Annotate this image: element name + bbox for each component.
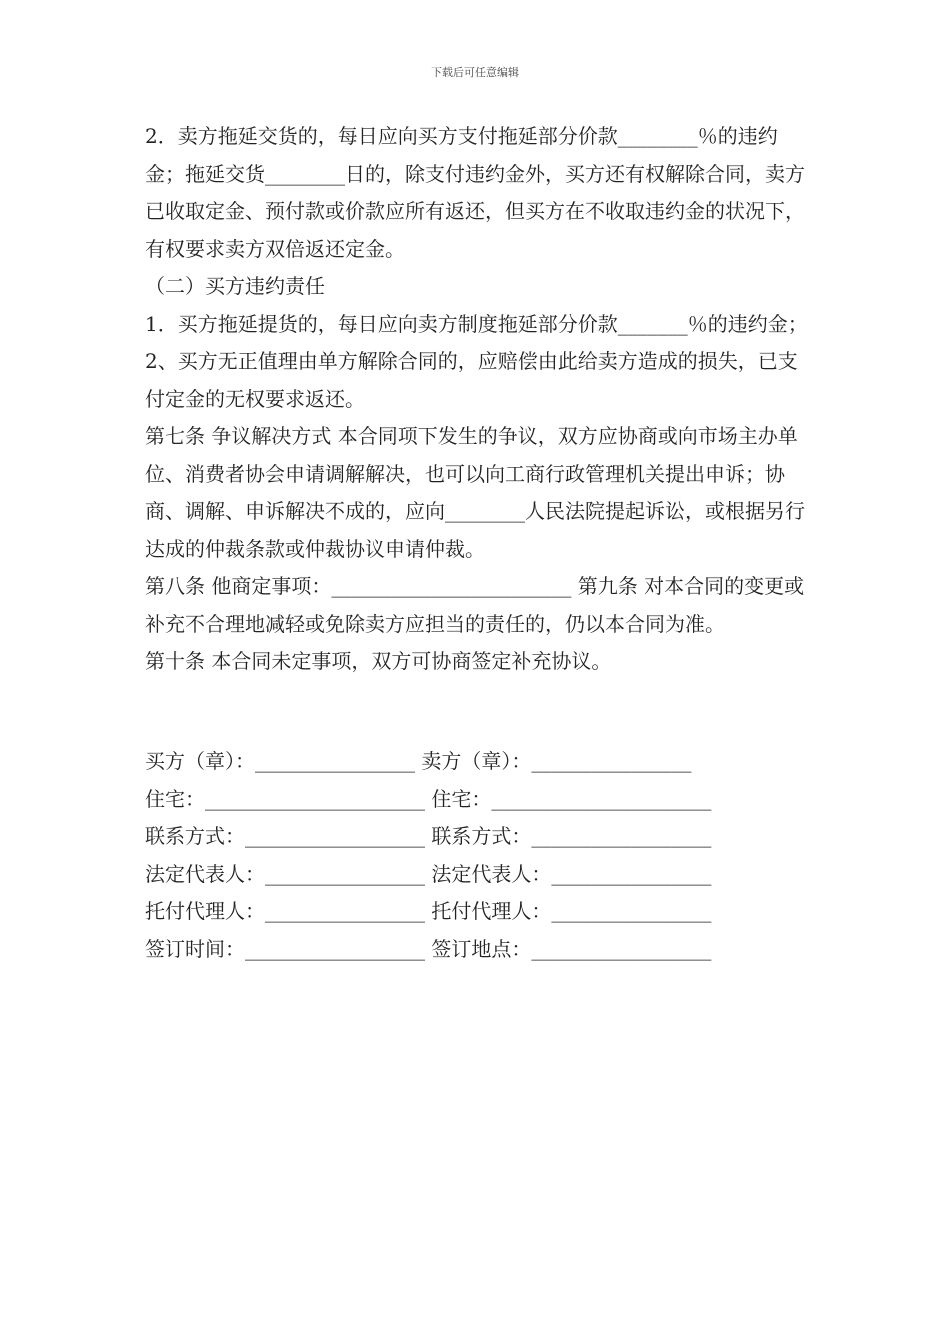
article-7-dispute: 第七条 争议解决方式 本合同项下发生的争议，双方应协商或向市场主办单位、消费者协会申请调解解决，也可以向工商行政管理机关提出申诉；协商、调解、申诉解决不成的，应向________人民法院提起诉讼，或根据另行达成的仲裁条款或仲裁协议申请仲裁。 — [145, 424, 805, 561]
clause-buyer-delay: 1．买方拖延提货的，每日应向卖方制度拖延部分价款_______％的违约金； — [145, 311, 808, 336]
signature-block — [145, 743, 815, 968]
article-8-9: 第八条 他商定事项：________________________ 第九条 对本合同的变更或补充不合理地减轻或免除卖方应担当的责任的，仍以本合同为准。 — [145, 574, 805, 636]
clause-seller-delay: 2．卖方拖延交货的，每日应向买方支付拖延部分价款________％的违约金；拖延交货________日的，除支付违约金外，买方还有权解除合同，卖方已收取定金、预付款或价款应所有返还，但买方在不收取违约金的状况下，有权要求卖方双倍返还定金。 — [145, 124, 805, 261]
article-10: 第十条 本合同未定事项，双方可协商签定补充协议。 — [145, 649, 612, 673]
signature-row-contact: 联系方式：__________________ 联系方式：__________________ — [145, 824, 712, 848]
signature-row-time-place: 签订时间：__________________ 签订地点：__________________ — [145, 936, 712, 961]
signature-row-agent: 托付代理人：________________ 托付代理人：________________ — [145, 899, 712, 923]
signature-row-legal-rep: 法定代表人：________________ 法定代表人：________________ — [145, 861, 712, 886]
signature-row-address: 住宅：______________________ 住宅：______________________ — [145, 786, 712, 811]
signature-row-seal: 买方（章）：________________ 卖方（章）：________________ — [145, 749, 692, 773]
clause-buyer-termination: 2、买方无正值理由单方解除合同的，应赔偿由此给卖方造成的损失，已支付定金的无权要求返还。 — [145, 349, 798, 411]
document-body — [145, 118, 815, 681]
section-heading-buyer-liability: （二）买方违约责任 — [145, 274, 325, 298]
page-header: 下载后可任意编辑 — [431, 66, 519, 79]
